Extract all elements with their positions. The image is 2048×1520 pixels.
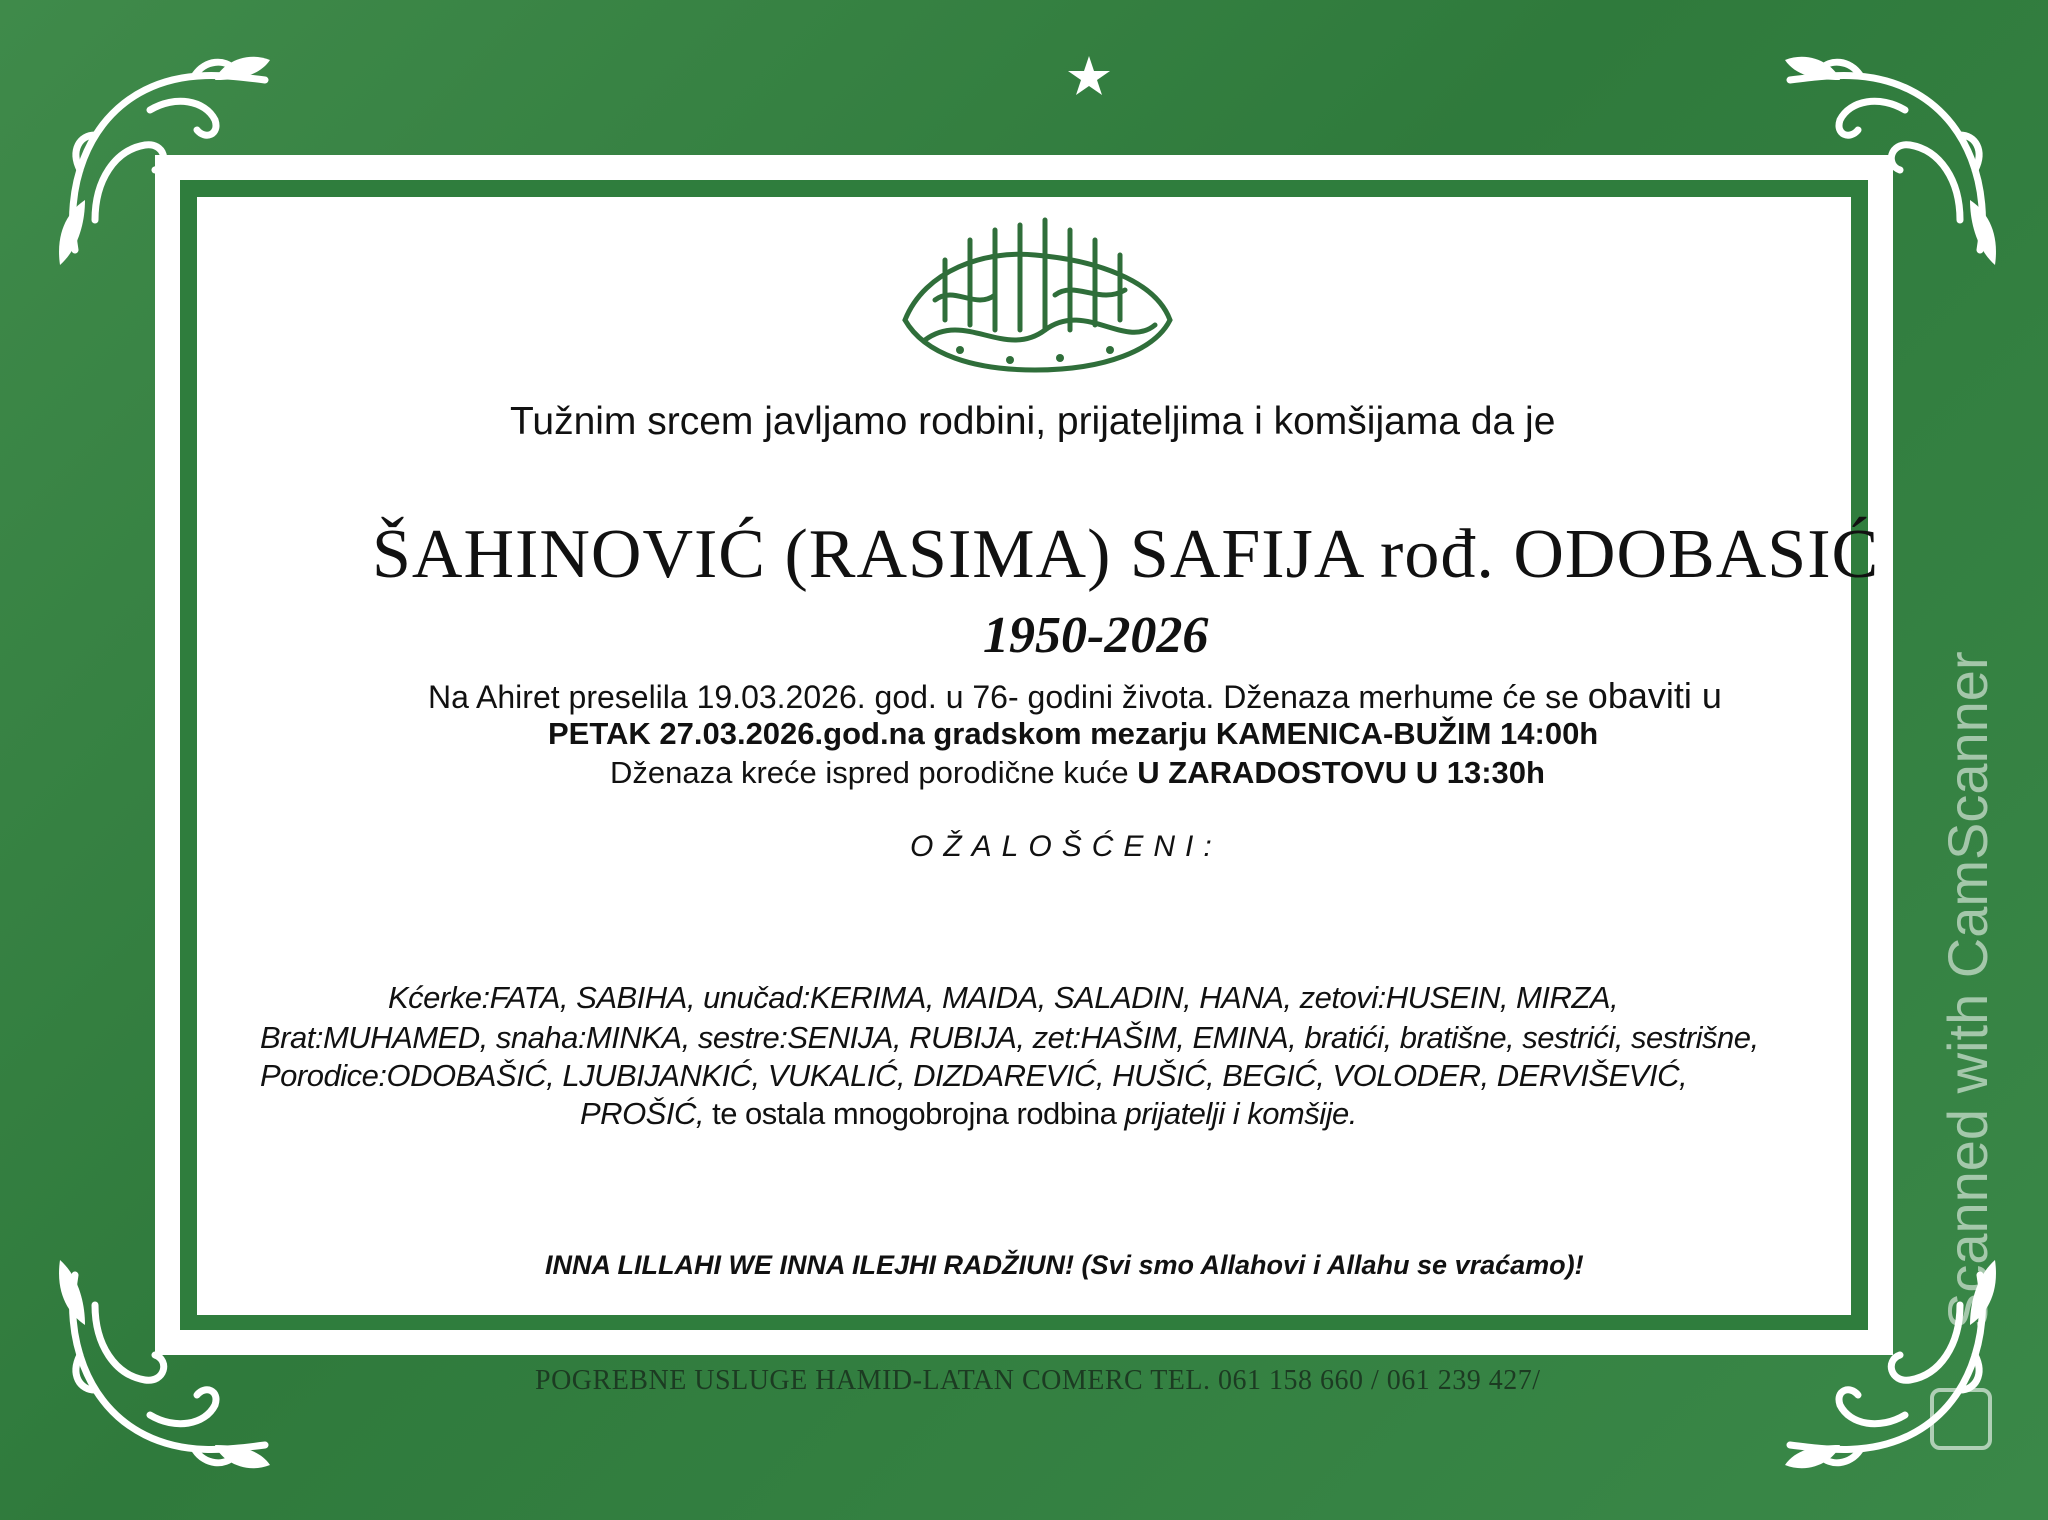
procession-text: Dženaza kreće ispred porodične kuće [610, 755, 1138, 790]
deceased-name: ŠAHINOVIĆ (RASIMA) SAFIJA rođ. ODOBASIĆ [372, 516, 1880, 593]
scanner-watermark: Scanned with CamScanner [1936, 651, 1999, 1330]
family-text: te ostala mnogobrojna rodbina [703, 1096, 1125, 1131]
passing-details [428, 675, 1722, 717]
family-name: PROŠIĆ, [580, 1096, 704, 1131]
funeral-service-footer: POGREBNE USLUGE HAMID-LATAN COMERC TEL. 061 158 660 / 061 239 427/ [535, 1365, 1541, 1396]
arabic-calligraphy-emblem [885, 200, 1185, 400]
family-friends: prijatelji i komšije. [1124, 1096, 1357, 1131]
crescent-star-icon [985, 18, 1125, 143]
procession-details [610, 755, 1545, 791]
family-line: Kćerke:FATA, SABIHA, unučad:KERIMA, MAIDA, SALADIN, HANA, zetovi:HUSEIN, MIRZA, [388, 980, 1619, 1015]
passing-details-text: Na Ahiret preselila 19.03.2026. god. u 76- godini života. Dženaza merhume će se [428, 679, 1588, 715]
intro-text: Tužnim srcem javljamo rodbini, prijateljima i komšijama da je [510, 400, 1556, 443]
camscanner-logo-icon [1930, 1388, 1992, 1450]
closing-prayer: INNA LILLAHI WE INNA ILEJHI RADŽIUN! (Svi smo Allahovi i Allahu se vraćamo)! [545, 1250, 1584, 1280]
procession-place-time: U ZARADOSTOVU U 13:30h [1137, 755, 1545, 790]
life-years: 1950-2026 [983, 607, 1209, 664]
passing-details-end: obaviti u [1587, 675, 1722, 716]
family-line [580, 1096, 1357, 1132]
funeral-details: PETAK 27.03.2026.god.na gradskom mezarju KAMENICA-BUŽIM 14:00h [548, 716, 1599, 751]
family-line: Porodice:ODOBAŠIĆ, LJUBIJANKIĆ, VUKALIĆ, DIZDAREVIĆ, HUŠIĆ, BEGIĆ, VOLODER, DERVIŠEVIĆ, [260, 1058, 1688, 1093]
family-line: Brat:MUHAMED, snaha:MINKA, sestre:SENIJA, RUBIJA, zet:HAŠIM, EMINA, bratići, bratišne, sestrići, sestrišne, [260, 1020, 1759, 1055]
mourners-heading: OŽALOŠĆENI: [910, 830, 1222, 863]
